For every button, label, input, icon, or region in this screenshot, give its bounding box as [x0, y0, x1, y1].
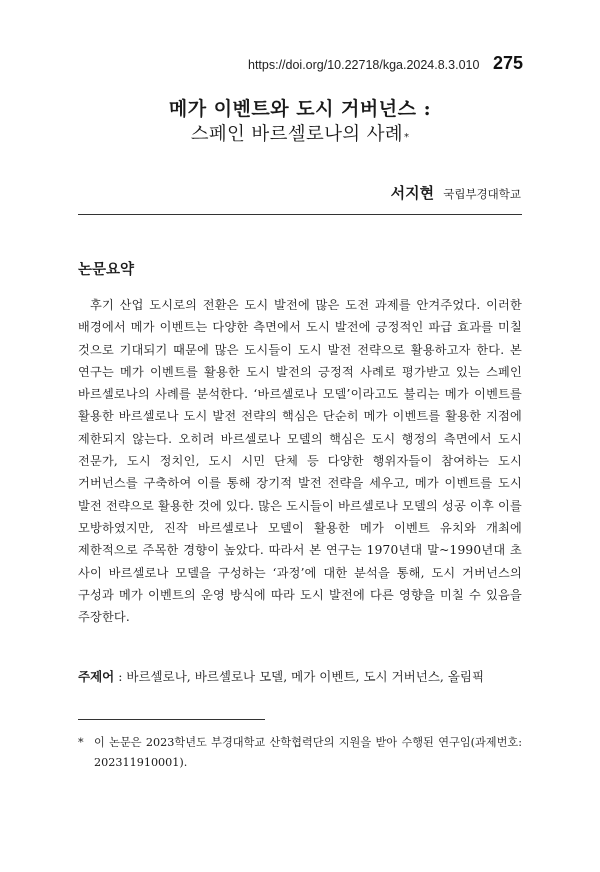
footnote-divider	[78, 719, 265, 720]
author-name: 서지현	[390, 184, 435, 202]
title-footnote-marker: *	[403, 132, 410, 143]
keywords-separator: :	[114, 669, 127, 684]
paper-title-line2	[0, 120, 600, 146]
abstract-body: 후기 산업 도시로의 전환은 도시 발전에 많은 도전 과제를 안겨주었다. 이러한 배경에서 메가 이벤트는 다양한 측면에서 도시 발전에 긍정적인 파급 효과를 미칠 것으로 기대되기 때문에 많은 도시들이 도시 발전 전략으로 활용하고자 한다. 본 연구는 메가 이벤트를 활용한 도시 발전의 긍정적 사례로 평가받고 있는 스페인 바르셀로나의 사례를 분석한다. ‘바르셀로나 모델’이라고도 불리는 메가 이벤트를 활용한 바르셀로나 도시 발전 전략의 핵심은 단순히 메가 이벤트를 활용한 지점에 제한되지 않는다. 오히려 바르셀로나 모델의 핵심은 도시 행정의 측면에서 도시 전문가, 도시 정치인, 도시 시민 단체 등 다양한 행위자들이 참여하는 도시 거버넌스를 구축하여 이를 통해 장기적 발전 전략을 세우고, 메가 이벤트를 도시 발전 전략으로 활용한 것에 있다. 많은 도시들이 바르셀로나 모델의 성공 이후 이를 모방하였지만, 진작 바르셀로나 모델이 활용한 메가 이벤트 유치와 개최에 제한적으로 주목한 경향이 높았다. 따라서 본 연구는 1970년대 말~1990년대 초 사이 바르셀로나 모델을 구성하는 ‘과정’에 대한 분석을 통해, 도시 거버넌스의 구성과 메가 이벤트의 운영 방식에 따라 도시 발전에 다른 영향을 미칠 수 있음을 주장한다.	[78, 298, 523, 625]
author-affiliation: 국립부경대학교	[443, 187, 521, 201]
paper-title-line1: 메가 이벤트와 도시 거버넌스 :	[168, 98, 432, 120]
keywords-list: 바르셀로나, 바르셀로나 모델, 메가 이벤트, 도시 거버넌스, 올림픽	[126, 669, 485, 684]
footnote-marker: *	[78, 736, 84, 749]
footnote	[78, 733, 522, 773]
page-number: 275	[493, 53, 524, 73]
keywords-line	[78, 667, 484, 685]
paper-title-line2-text: 스페인 바르셀로나의 사례	[190, 124, 403, 145]
doi-link[interactable]: https://doi.org/10.22718/kga.2024.8.3.010	[248, 58, 480, 72]
footnote-text: 이 논문은 2023학년도 부경대학교 산학협력단의 지원을 받아 수행된 연구임(과제번호: 202311910001).	[94, 736, 522, 769]
keywords-label: 주제어	[78, 669, 115, 684]
abstract-heading: 논문요약	[78, 262, 135, 278]
author-block	[391, 182, 521, 203]
header-divider	[78, 214, 522, 215]
